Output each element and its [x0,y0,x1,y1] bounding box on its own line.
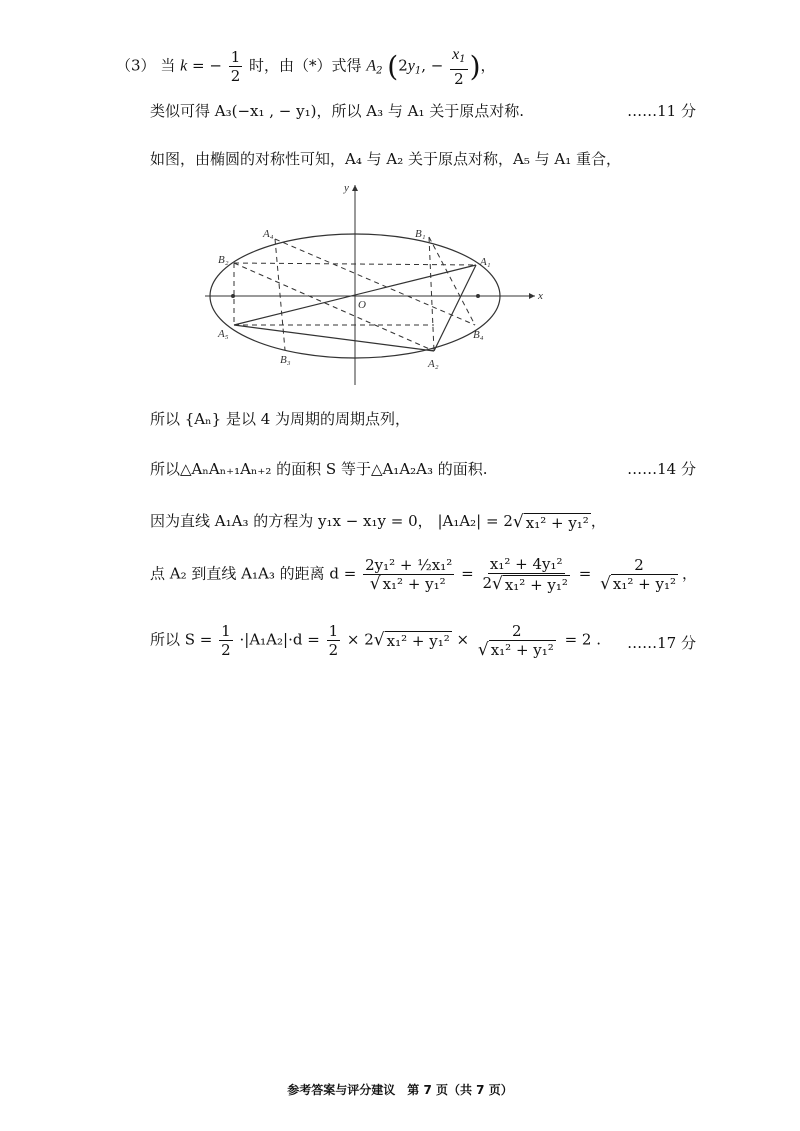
label-a1: A₁ [480,256,491,268]
line-distance: 点 A₂ 到直线 A₁A₃ 的距离 d = $\frac{\text{2y₁² + ½x₁²}}{\text{√ x₁² + y₁²}}$ = x₁² + 4y₁² 2 √ x₁² + y₁² = $\frac{2}{\text{√ x₁² + y₁²}}$ ， [150,555,698,594]
dash-a4-b4 [275,239,475,325]
label-a2: A₂ [428,358,439,370]
part-label: （3） [116,56,156,75]
label-b2: B₂ [218,254,229,266]
focus-right [476,294,480,298]
line-ellipse-symmetry: 如图，由椭圆的对称性可知，A₄ 与 A₂ 关于原点对称，A₅ 与 A₁ 重合， [150,150,621,168]
line-area-result: 所以 S = $\frac{1}{2}$ ·|A₁A₂|·d = $\frac{1}{2}$ × 2 √ x₁² + y₁² × $\frac{2}{\text{√ x₁² + y₁²}}$ = 2 . [150,622,601,660]
line-period: 所以 {Aₙ} 是以 4 为周期的周期点列， [150,410,411,428]
label-b1: B₁ [415,228,426,240]
ellipse-figure [200,175,560,390]
distance-fraction-2: x₁² + 4y₁² 2 √ x₁² + y₁² [482,555,568,594]
line-a2-a1 [434,265,476,351]
distance-fraction-3: $\frac{2}{\text{√ x₁² + y₁²}}$ [600,555,676,594]
x1-half-fraction: $\frac{x_1}{2}$ [452,46,466,88]
half-fraction-s: $\frac{1}{2}$ [221,622,231,659]
line-a5-a2 [234,325,434,351]
result-fraction: $\frac{2}{\text{√ x₁² + y₁²}}$ [477,622,554,660]
sqrt-expr: √ x₁² + y₁² [512,511,589,532]
y-axis-label: y [344,182,349,194]
half-fraction-s2: $\frac{1}{2}$ [328,622,339,659]
dash-a4-b3 [275,239,285,350]
half-fraction: $\frac{1}{2}$ [230,48,241,85]
origin-label: O [358,299,366,311]
line-a1a3-equation: 因为直线 A₁A₃ 的方程为 y₁x − x₁y = 0， |A₁A₂| = 2 √ x₁² + y₁² ， [150,511,606,532]
score-17: ……17 分 [627,634,696,652]
label-b4: B₄ [473,329,484,341]
label-a4: A₄ [263,228,274,240]
line-symmetry-a3: 类似可得 A₃(−x₁ , − y₁)，所以 A₃ 与 A₁ 关于原点对称. [150,102,525,120]
page-footer: 参考答案与评分建议 第 7 页（共 7 页） [287,1083,513,1097]
x-axis-label: x [538,290,543,302]
part3-line: （3） 当 k = − $\frac{1}{2}$ 时，由（*）式得 $A_2$ ($2y_1$, − $\frac{x_1}{2}$ )， [116,46,496,88]
label-a5: A₅ [218,328,229,340]
distance-fraction-1: $\frac{\text{2y₁² + ½x₁²}}{\text{√ x₁² + y₁²}}$ [365,555,453,594]
score-14: ……14 分 [627,460,696,478]
score-11: ……11 分 [627,102,696,120]
label-b3: B₃ [280,354,291,366]
dash-b1-a2 [429,237,434,351]
line-area: 所以△AₙAₙ₊₁Aₙ₊₂ 的面积 S 等于△A₁A₂A₃ 的面积. [150,460,488,478]
